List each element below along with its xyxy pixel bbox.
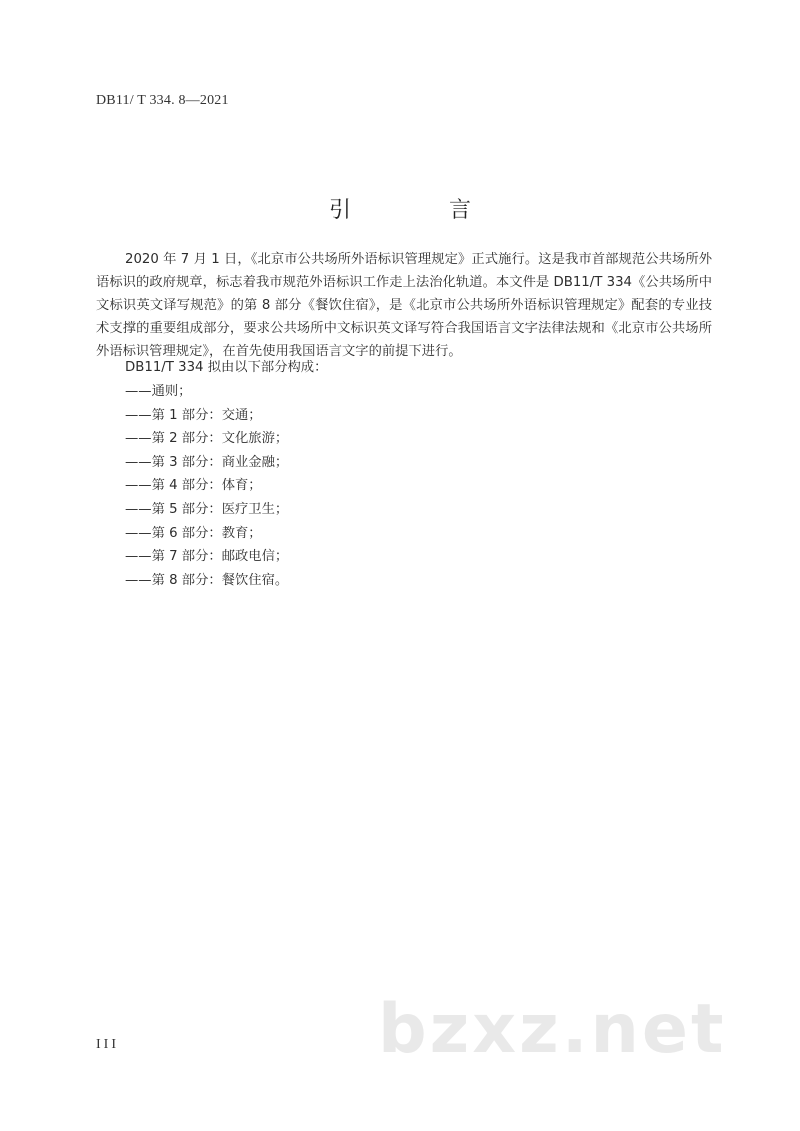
parts-lead-text: DB11/T 334 拟由以下部分构成： <box>125 360 328 375</box>
list-item: ——第 4 部分：体育； <box>125 478 262 494</box>
page-title: 引 言 <box>328 197 509 223</box>
watermark: bzxz.net <box>378 990 727 1069</box>
page-number: III <box>96 1037 119 1052</box>
list-item: ——第 8 部分：餐饮住宿。 <box>125 572 289 588</box>
list-item: ——第 1 部分：交通； <box>125 407 262 423</box>
document-code: DB11/ T 334. 8—2021 <box>96 93 229 108</box>
intro-paragraph: 2020 年 7 月 1 日，《北京市公共场所外语标识管理规定》正式施行。这是我市首部规范公共场所外语标识的政府规章，标志着我市规范外语标识工作走上法治化轨道。本文件是 DB11/T 334《公共场所中文标识英文译写规范》的第 8 部分《餐饮住宿》，是《北京市公共场所外语标识管理规定》配套的专业技术支撑的重要组成部分，要求公共场所中文标识英文译写符合我国语言文字法律法规和《北京市公共场所外语标识管理规定》，在首先使用我国语言文字的前提下进行。 <box>96 252 712 359</box>
list-item: ——第 5 部分：医疗卫生； <box>125 501 289 517</box>
list-item: ——第 3 部分：商业金融； <box>125 454 289 470</box>
list-item: ——第 6 部分：教育； <box>125 525 262 541</box>
list-item: ——第 2 部分：文化旅游； <box>125 431 289 447</box>
parts-list <box>125 380 288 592</box>
list-item: ——第 7 部分：邮政电信； <box>125 549 289 565</box>
list-item: ——通则； <box>125 384 192 399</box>
